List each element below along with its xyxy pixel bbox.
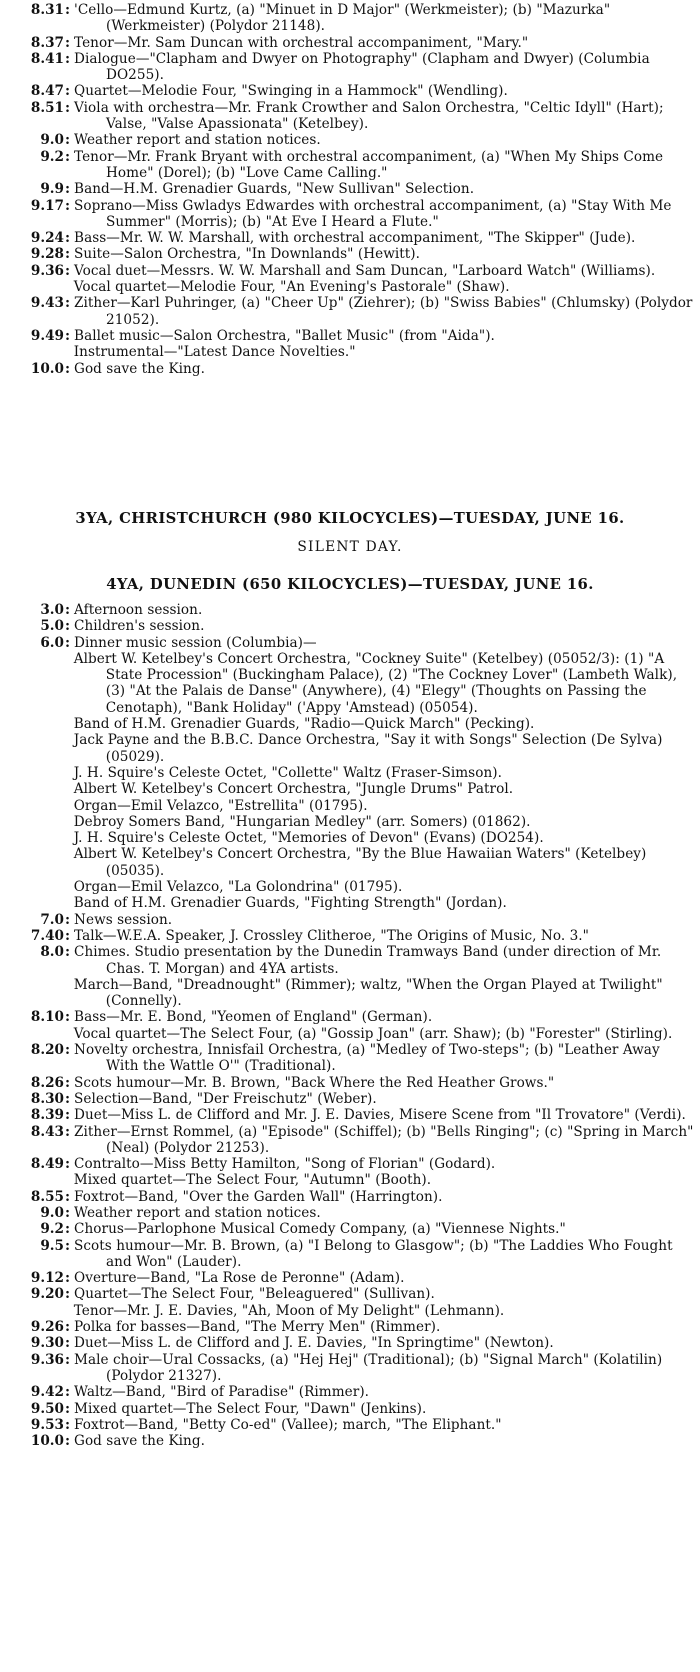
entry-time: 9.50 — [30, 1400, 64, 1417]
time-separator: : — [65, 50, 71, 67]
programme-entry — [4, 618, 694, 634]
programme-entry — [4, 83, 694, 99]
time-separator: : — [65, 1009, 71, 1026]
programme-entry — [4, 1156, 694, 1172]
entry-text: Dinner music session (Columbia)— — [74, 634, 317, 651]
time-separator: : — [65, 634, 71, 651]
entry-time: 9.26 — [30, 1319, 64, 1336]
entry-time: 8.37 — [30, 34, 64, 51]
programme-entry — [4, 781, 694, 797]
entry-time: 9.28 — [30, 246, 64, 263]
entry-time: 8.30 — [30, 1090, 64, 1107]
entry-text: Jack Payne and the B.B.C. Dance Orchestra, "Say it with Songs" Selection (De Sylva) (05029). — [73, 732, 663, 765]
programme-entry — [4, 1042, 694, 1075]
entry-text: Contralto—Miss Betty Hamilton, "Song of Florian" (Godard). — [74, 1156, 496, 1173]
entry-text: 'Cello—Edmund Kurtz, (a) "Minuet in D Major" (Werkmeister); (b) "Mazurka" (Werkmeister) (Polydor 21148). — [74, 2, 611, 35]
entry-text: March—Band, "Dreadnought" (Rimmer); waltz, "When the Organ Played at Twilight" (Connelly). — [73, 976, 663, 1010]
time-separator — [64, 846, 74, 862]
programme-entry — [4, 1107, 694, 1123]
entry-time: 9.36 — [30, 1351, 64, 1368]
time-separator — [64, 716, 74, 732]
entry-time: 9.17 — [30, 197, 64, 214]
programme-entry — [4, 1238, 694, 1271]
entry-text: Zither—Karl Puhringer, (a) "Cheer Up" (Ziehrer); (b) "Swiss Babies" (Chlumsky) (Polydor 21052). — [74, 295, 693, 328]
entry-text: Waltz—Band, "Bird of Paradise" (Rimmer). — [74, 1384, 370, 1401]
programme-entry — [4, 1205, 694, 1221]
programme-entry — [4, 100, 694, 133]
entry-text: Albert W. Ketelbey's Concert Orchestra, "Cockney Suite" (Ketelbey) (05052/3): (1) "A State Procession" (Buckingham Palace), (2) "The Cockney Lover" (Lambeth Walk), (3) "At the Palais de Danse" (Anywhere), (4) "Elegy" (Thoughts on Passing the Cenotaph), "Bank Holiday" ('Appy 'Amstead) (05054). — [73, 650, 678, 716]
time-separator: : — [65, 1237, 71, 1254]
entry-text: Chimes. Studio presentation by the Dunedin Tramways Band (under direction of Mr. Chas. T. Morgan) and 4YA artists. — [74, 944, 662, 977]
entry-text: Ballet music—Salon Orchestra, "Ballet Music" (from "Aida"). — [74, 327, 495, 344]
station-heading-4ya: 4YA, DUNEDIN (650 KILOCYCLES)—TUESDAY, JUNE 16. — [106, 576, 594, 593]
time-separator — [64, 814, 74, 830]
time-separator — [64, 1026, 74, 1042]
time-separator: : — [65, 360, 71, 377]
time-separator: : — [65, 83, 71, 100]
entry-time: 8.20 — [30, 1042, 64, 1059]
time-separator: : — [65, 911, 71, 928]
entry-text: Debroy Somers Band, "Hungarian Medley" (arr. Somers) (01862). — [73, 813, 531, 830]
time-separator: : — [65, 1156, 71, 1173]
entry-text: Soprano—Miss Gwladys Edwardes with orchestral accompaniment, (a) "Stay With Me Summer" (Morris); (b) "At Eve I Heard a Flute." — [74, 197, 672, 230]
programme-entry — [4, 1091, 694, 1107]
time-separator: : — [65, 34, 71, 51]
entry-time: 9.9 — [40, 181, 64, 198]
programme-entry — [4, 149, 694, 182]
entry-text: Band of H.M. Grenadier Guards, "Fighting Strength" (Jordan). — [73, 895, 507, 912]
time-separator — [64, 830, 74, 846]
time-separator — [64, 879, 74, 895]
time-separator: : — [65, 1188, 71, 1205]
programme-entry — [4, 198, 694, 231]
programme-entry — [4, 1286, 694, 1302]
programme-entry — [4, 1433, 694, 1449]
programme-entry — [4, 895, 694, 911]
programme-entry — [4, 716, 694, 732]
time-separator: : — [65, 1042, 71, 1059]
programme-entry — [4, 912, 694, 928]
entry-time: 9.49 — [30, 327, 64, 344]
programme-entry — [4, 846, 694, 879]
entry-time: 8.31 — [30, 2, 64, 18]
entry-time: 8.0 — [40, 944, 64, 961]
entry-time: 8.10 — [30, 1009, 64, 1026]
entry-text: Quartet—The Select Four, "Beleaguered" (Sullivan). — [74, 1286, 435, 1303]
entry-text: Weather report and station notices. — [74, 1204, 321, 1221]
time-separator: : — [65, 1319, 71, 1336]
entry-time: 8.49 — [30, 1156, 64, 1173]
entry-time: 10.0 — [30, 1433, 64, 1450]
entry-time: 9.24 — [30, 230, 64, 247]
time-separator: : — [65, 148, 71, 165]
programme-entry — [4, 1303, 694, 1319]
programme-entry — [4, 1319, 694, 1335]
entry-text: Bass—Mr. E. Bond, "Yeomen of England" (German). — [74, 1009, 433, 1026]
programme-entry — [4, 328, 694, 344]
programme-entry — [4, 1009, 694, 1025]
entry-text: J. H. Squire's Celeste Octet, "Memories of Devon" (Evans) (DO254). — [73, 830, 544, 847]
entry-text: Mixed quartet—The Select Four, "Dawn" (Jenkins). — [74, 1400, 427, 1417]
programme-entry — [4, 1026, 694, 1042]
programme-entry — [4, 765, 694, 781]
time-separator — [64, 651, 74, 667]
entry-text: Overture—Band, "La Rose de Peronne" (Adam). — [74, 1270, 405, 1287]
entry-time: 9.5 — [40, 1237, 64, 1254]
time-separator — [64, 977, 74, 993]
programme-entry — [4, 35, 694, 51]
programme-entry — [4, 1270, 694, 1286]
programme-entry — [4, 1401, 694, 1417]
entry-text: Duet—Miss L. de Clifford and J. E. Davies, "In Springtime" (Newton). — [74, 1335, 554, 1352]
programme-entry — [4, 279, 694, 295]
time-separator: : — [65, 1090, 71, 1107]
programme-entry — [4, 798, 694, 814]
time-separator — [64, 895, 74, 911]
entry-time: 8.41 — [30, 50, 64, 67]
entry-text: Chorus—Parlophone Musical Comedy Company, (a) "Viennese Nights." — [74, 1221, 566, 1238]
entry-time: 3.0 — [40, 602, 64, 618]
time-separator: : — [65, 1123, 71, 1140]
time-separator — [64, 1303, 74, 1319]
time-separator: : — [65, 1286, 71, 1303]
time-separator: : — [65, 295, 71, 312]
entry-time: 8.47 — [30, 83, 64, 100]
entry-time: 8.55 — [30, 1188, 64, 1205]
programme-entry — [4, 1172, 694, 1188]
entry-text: Band of H.M. Grenadier Guards, "Radio—Quick March" (Pecking). — [73, 716, 535, 733]
time-separator: : — [65, 602, 71, 618]
entry-time: 10.0 — [30, 360, 64, 377]
entry-text: Suite—Salon Orchestra, "In Downlands" (Hewitt). — [74, 246, 421, 263]
entry-text: Duet—Miss L. de Clifford and Mr. J. E. Davies, Misere Scene from "Il Trovatore" (Verdi). — [74, 1107, 686, 1124]
programme-entry — [4, 814, 694, 830]
entry-text: Mixed quartet—The Select Four, "Autumn" (Booth). — [73, 1172, 432, 1189]
programme-entry — [4, 732, 694, 765]
programme-entry — [4, 1352, 694, 1385]
programme-entry — [4, 1075, 694, 1091]
entry-text: Viola with orchestra—Mr. Frank Crowther and Salon Orchestra, "Celtic Idyll" (Hart); Valse, "Valse Apassionata" (Ketelbey). — [74, 99, 664, 133]
entry-time: 9.20 — [30, 1286, 64, 1303]
time-separator: : — [65, 1221, 71, 1238]
entry-text: Foxtrot—Band, "Betty Co-ed" (Vallee); march, "The Eliphant." — [74, 1416, 502, 1433]
entry-text: Vocal quartet—Melodie Four, "An Evening's Pastorale" (Shaw). — [73, 279, 510, 296]
time-separator — [64, 798, 74, 814]
time-separator: : — [65, 132, 71, 149]
station-heading-3ya: 3YA, CHRISTCHURCH (980 KILOCYCLES)—TUESDAY, JUNE 16. — [75, 510, 625, 527]
programme-list-4ya — [4, 602, 694, 1449]
programme-entry — [4, 830, 694, 846]
time-separator: : — [65, 1351, 71, 1368]
entry-time: 6.0 — [40, 634, 64, 651]
programme-entry — [4, 1124, 694, 1157]
entry-text: Dialogue—"Clapham and Dwyer on Photography" (Clapham and Dwyer) (Columbia DO255). — [74, 50, 650, 84]
entry-text: Band—H.M. Grenadier Guards, "New Sullivan" Selection. — [74, 181, 475, 198]
programme-entry — [4, 944, 694, 977]
time-separator: : — [65, 197, 71, 214]
entry-time: 9.12 — [30, 1270, 64, 1287]
entry-text: Tenor—Mr. Frank Bryant with orchestral accompaniment, (a) "When My Ships Come Home" (Dorel); (b) "Love Came Calling." — [74, 148, 664, 181]
time-separator: : — [65, 1384, 71, 1401]
programme-entry — [4, 1417, 694, 1433]
entry-text: Afternoon session. — [74, 602, 203, 618]
programme-entry — [4, 1384, 694, 1400]
time-separator: : — [65, 1270, 71, 1287]
entry-time: 7.0 — [40, 911, 64, 928]
programme-entry — [4, 132, 694, 148]
programme-entry — [4, 602, 694, 618]
entry-time: 8.39 — [30, 1107, 64, 1124]
time-separator: : — [65, 246, 71, 263]
entry-text: God save the King. — [74, 360, 205, 377]
time-separator: : — [65, 99, 71, 116]
silent-day-notice: SILENT DAY. — [297, 539, 403, 555]
entry-text: God save the King. — [74, 1433, 205, 1450]
entry-text: Bass—Mr. W. W. Marshall, with orchestral accompaniment, "The Skipper" (Jude). — [74, 230, 636, 247]
time-separator — [64, 344, 74, 360]
programme-entry — [4, 1189, 694, 1205]
programme-entry — [4, 344, 694, 360]
entry-text: Instrumental—"Latest Dance Novelties." — [73, 344, 356, 361]
entry-time: 9.42 — [30, 1384, 64, 1401]
programme-entry — [4, 230, 694, 246]
entry-time: 8.26 — [30, 1074, 64, 1091]
time-separator: : — [65, 1400, 71, 1417]
programme-entry — [4, 977, 694, 1010]
entry-text: Polka for basses—Band, "The Merry Men" (Rimmer). — [74, 1319, 441, 1336]
entry-text: Tenor—Mr. J. E. Davies, "Ah, Moon of My Delight" (Lehmann). — [73, 1302, 505, 1319]
entry-text: Talk—W.E.A. Speaker, J. Crossley Clitheroe, "The Origins of Music, No. 3." — [74, 927, 589, 944]
programme-entry — [4, 181, 694, 197]
time-separator: : — [65, 230, 71, 247]
time-separator: : — [65, 2, 71, 18]
entry-text: Weather report and station notices. — [74, 132, 321, 149]
entry-text: Quartet—Melodie Four, "Swinging in a Hammock" (Wendling). — [74, 83, 508, 100]
entry-time: 9.30 — [30, 1335, 64, 1352]
entry-text: Male choir—Ural Cossacks, (a) "Hej Hej" (Traditional); (b) "Signal March" (Kolatilin) (Polydor 21327). — [74, 1351, 663, 1384]
time-separator — [64, 732, 74, 748]
time-separator: : — [65, 1107, 71, 1124]
entry-time: 8.51 — [30, 99, 64, 116]
programme-entry — [4, 246, 694, 262]
time-separator: : — [65, 618, 71, 635]
entry-text: Novelty orchestra, Innisfail Orchestra, (a) "Medley of Two-steps"; (b) "Leather Away With the Wattle O'" (Traditional). — [74, 1042, 660, 1075]
programme-entry — [4, 928, 694, 944]
entry-time: 9.36 — [30, 262, 64, 279]
entry-time: 9.0 — [40, 1204, 64, 1221]
time-separator: : — [65, 327, 71, 344]
programme-entry — [4, 263, 694, 279]
entry-text: Albert W. Ketelbey's Concert Orchestra, "By the Blue Hawaiian Waters" (Ketelbey) (05035). — [73, 846, 647, 879]
time-separator: : — [65, 1335, 71, 1352]
programme-entry — [4, 635, 694, 651]
entry-text: News session. — [74, 911, 173, 928]
programme-entry — [4, 51, 694, 84]
time-separator: : — [65, 1433, 71, 1450]
entry-time: 9.43 — [30, 295, 64, 312]
time-separator: : — [65, 1204, 71, 1221]
entry-text: Organ—Emil Velazco, "Estrellita" (01795). — [73, 797, 368, 814]
entry-text: J. H. Squire's Celeste Octet, "Collette" Waltz (Fraser-Simson). — [73, 764, 502, 781]
entry-text: Albert W. Ketelbey's Concert Orchestra, "Jungle Drums" Patrol. — [73, 781, 514, 798]
programme-entry — [4, 879, 694, 895]
time-separator: : — [65, 262, 71, 279]
entry-time: 8.43 — [30, 1123, 64, 1140]
entry-time: 5.0 — [40, 618, 64, 635]
entry-text: Selection—Band, "Der Freischutz" (Weber). — [74, 1090, 377, 1107]
time-separator: : — [65, 1074, 71, 1091]
entry-time: 9.2 — [40, 148, 64, 165]
time-separator — [64, 1172, 74, 1188]
programme-entry — [4, 295, 694, 328]
entry-text: Scots humour—Mr. B. Brown, "Back Where the Red Heather Grows." — [74, 1074, 555, 1091]
entry-text: Zither—Ernst Rommel, (a) "Episode" (Schiffel); (b) "Bells Ringing"; (c) "Spring in March" (Neal) (Polydor 21253). — [74, 1123, 694, 1156]
time-separator — [64, 765, 74, 781]
entry-time: 9.53 — [30, 1416, 64, 1433]
entry-text: Scots humour—Mr. B. Brown, (a) "I Belong to Glasgow"; (b) "The Laddies Who Fought and Won" (Lauder). — [74, 1237, 673, 1270]
programme-entry — [4, 1221, 694, 1237]
programme-entry — [4, 651, 694, 716]
time-separator: : — [65, 1416, 71, 1433]
time-separator: : — [65, 944, 71, 961]
entry-time: 9.2 — [40, 1221, 64, 1238]
entry-time: 9.0 — [40, 132, 64, 149]
entry-text: Foxtrot—Band, "Over the Garden Wall" (Harrington). — [74, 1188, 443, 1205]
time-separator: : — [65, 927, 71, 944]
entry-text: Organ—Emil Velazco, "La Golondrina" (01795). — [73, 879, 403, 896]
programme-list-2ya-continued — [4, 2, 694, 377]
time-separator: : — [65, 181, 71, 198]
programme-entry — [4, 2, 694, 35]
entry-text: Tenor—Mr. Sam Duncan with orchestral accompaniment, "Mary." — [74, 34, 529, 51]
entry-text: Children's session. — [74, 618, 205, 635]
entry-text: Vocal duet—Messrs. W. W. Marshall and Sam Duncan, "Larboard Watch" (Williams). — [74, 262, 656, 279]
entry-time: 7.40 — [30, 927, 64, 944]
entry-text: Vocal quartet—The Select Four, (a) "Gossip Joan" (arr. Shaw); (b) "Forester" (Stirling). — [73, 1025, 673, 1042]
programme-entry — [4, 361, 694, 377]
programme-entry — [4, 1335, 694, 1351]
time-separator — [64, 279, 74, 295]
time-separator — [64, 781, 74, 797]
